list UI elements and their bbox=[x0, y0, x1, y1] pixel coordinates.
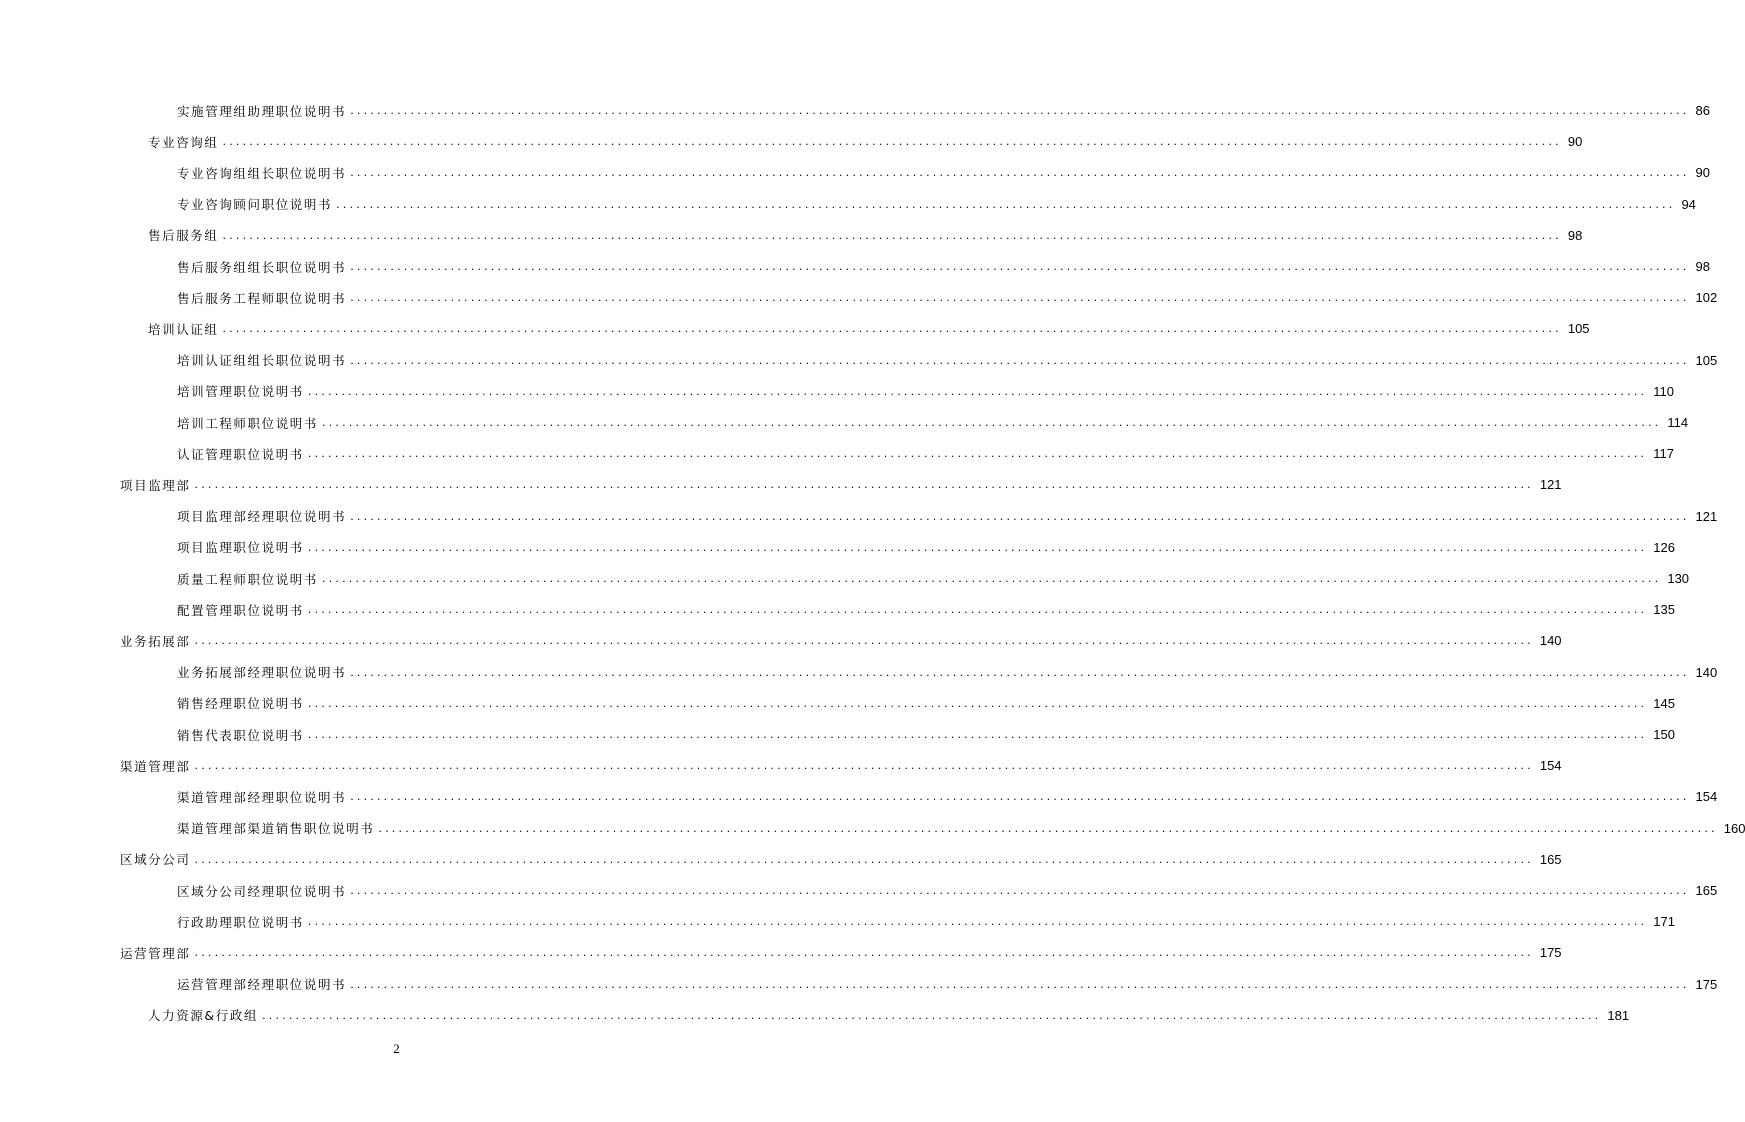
toc-entry[interactable] bbox=[120, 625, 1562, 656]
dot-leader: ........................................................................................................................................................................................................ bbox=[350, 790, 1690, 804]
toc-entry-label: 专业咨询组组长职位说明书 bbox=[177, 165, 347, 181]
toc-entry-page: 181 bbox=[1607, 1007, 1630, 1023]
toc-entry[interactable] bbox=[177, 189, 1696, 220]
toc-entry-page: 110 bbox=[1653, 383, 1674, 399]
toc-entry-page: 145 bbox=[1653, 695, 1675, 711]
toc-entry-page: 121 bbox=[1695, 508, 1718, 524]
toc-entry-page: 121 bbox=[1539, 477, 1562, 493]
dot-leader: ........................................................................................................................................................................................................ bbox=[307, 728, 1648, 741]
toc-entry-page: 165 bbox=[1695, 883, 1718, 898]
toc-entry-label: 专业咨询组 bbox=[148, 134, 219, 150]
toc-entry-page: 165 bbox=[1539, 851, 1562, 867]
dot-leader: ........................................................................................................................................................................................................ bbox=[307, 540, 1648, 554]
toc-entry-page: 86 bbox=[1695, 103, 1710, 118]
toc-entry-label: 专业咨询顾问职位说明书 bbox=[177, 197, 333, 213]
toc-entry[interactable] bbox=[120, 844, 1562, 875]
toc-entry-page: 171 bbox=[1653, 914, 1675, 930]
toc-entry[interactable] bbox=[177, 376, 1674, 407]
dot-leader: ........................................................................................................................................................................................................ bbox=[194, 759, 1534, 773]
dot-leader: ........................................................................................................................................................................................................ bbox=[307, 915, 1648, 929]
toc-entry-page: 130 bbox=[1667, 571, 1690, 586]
toc-entry-label: 认证管理职位说明书 bbox=[177, 446, 304, 462]
page-number: 2 bbox=[393, 1041, 400, 1056]
toc-entry-label: 培训认证组组长职位说明书 bbox=[177, 353, 347, 369]
toc-entry[interactable] bbox=[148, 313, 1590, 344]
toc-entry-label: 区域分公司 bbox=[120, 852, 191, 868]
toc-entry[interactable] bbox=[177, 594, 1675, 625]
toc-entry[interactable] bbox=[177, 688, 1675, 719]
toc-entry-label: 培训工程师职位说明书 bbox=[177, 415, 319, 431]
toc-entry-label: 行政助理职位说明书 bbox=[177, 914, 304, 930]
dot-leader: ........................................................................................................................................................................................................ bbox=[350, 260, 1690, 273]
dot-leader: ........................................................................................................................................................................................................ bbox=[307, 447, 1648, 461]
toc-entry-label: 售后服务工程师职位说明书 bbox=[177, 290, 347, 306]
dot-leader: ........................................................................................................................................................................................................ bbox=[350, 353, 1690, 367]
toc-entry[interactable] bbox=[177, 532, 1675, 563]
toc-entry[interactable] bbox=[148, 126, 1583, 157]
toc-entry-page: 90 bbox=[1567, 134, 1583, 150]
toc-entry[interactable] bbox=[148, 1000, 1630, 1031]
dot-leader: ........................................................................................................................................................................................................ bbox=[307, 603, 1648, 617]
toc-entry-page: 160 bbox=[1723, 820, 1745, 836]
toc-entry-label: 业务拓展部经理职位说明书 bbox=[177, 665, 347, 681]
toc-entry-page: 98 bbox=[1695, 259, 1710, 274]
dot-leader: ........................................................................................................................................................................................................ bbox=[350, 884, 1690, 897]
toc-entry[interactable] bbox=[177, 345, 1718, 376]
toc-entry[interactable] bbox=[120, 937, 1562, 968]
toc-entry-label: 业务拓展部 bbox=[120, 633, 191, 649]
toc-entry-label: 培训管理职位说明书 bbox=[177, 384, 304, 400]
dot-leader: ........................................................................................................................................................................................................ bbox=[262, 1008, 1602, 1022]
toc-entry-label: 项目监理部 bbox=[120, 477, 191, 493]
toc-entry-page: 175 bbox=[1695, 976, 1718, 992]
toc-entry[interactable] bbox=[177, 501, 1718, 532]
toc-entry[interactable] bbox=[177, 813, 1745, 844]
toc-entry-page: 98 bbox=[1567, 227, 1583, 243]
dot-leader: ........................................................................................................................................................................................................ bbox=[336, 197, 1676, 211]
toc-entry[interactable] bbox=[148, 220, 1583, 251]
dot-leader: ........................................................................................................................................................................................................ bbox=[194, 634, 1534, 648]
dot-leader: ........................................................................................................................................................................................................ bbox=[307, 384, 1648, 398]
toc-entry[interactable] bbox=[177, 157, 1710, 188]
dot-leader: ........................................................................................................................................................................................................ bbox=[378, 821, 1718, 835]
dot-leader: ........................................................................................................................................................................................................ bbox=[322, 416, 1662, 429]
toc-entry-label: 实施管理组助理职位说明书 bbox=[177, 103, 347, 119]
toc-entry-label: 项目监理职位说明书 bbox=[177, 540, 304, 556]
toc-entry-page: 126 bbox=[1653, 539, 1675, 555]
toc-entry-page: 135 bbox=[1653, 602, 1675, 618]
dot-leader: ........................................................................................................................................................................................................ bbox=[350, 291, 1690, 305]
toc-entry-label: 售后服务组组长职位说明书 bbox=[177, 259, 347, 275]
toc-entry-label: 区域分公司经理职位说明书 bbox=[177, 883, 347, 899]
toc-entry[interactable] bbox=[177, 563, 1690, 594]
toc-entry-page: 102 bbox=[1695, 290, 1718, 306]
toc-entry-label: 运营管理部经理职位说明书 bbox=[177, 977, 347, 993]
toc-entry-page: 154 bbox=[1695, 789, 1718, 805]
dot-leader: ........................................................................................................................................................................................................ bbox=[350, 665, 1690, 679]
toc-entry-page: 140 bbox=[1695, 664, 1718, 680]
dot-leader: ........................................................................................................................................................................................................ bbox=[350, 509, 1690, 523]
toc-entry-page: 105 bbox=[1567, 321, 1590, 337]
dot-leader: ........................................................................................................................................................................................................ bbox=[322, 572, 1662, 585]
toc-entry[interactable] bbox=[177, 657, 1718, 688]
toc-entry-page: 140 bbox=[1539, 633, 1562, 649]
toc-entry[interactable] bbox=[177, 875, 1718, 906]
toc-entry[interactable] bbox=[177, 438, 1674, 469]
dot-leader: ........................................................................................................................................................................................................ bbox=[307, 696, 1648, 710]
toc-entry-label: 销售代表职位说明书 bbox=[177, 727, 304, 743]
toc-entry-label: 渠道管理部 bbox=[120, 758, 191, 774]
toc-entry[interactable] bbox=[120, 469, 1562, 500]
dot-leader: ........................................................................................................................................................................................................ bbox=[222, 228, 1562, 242]
toc-entry-page: 117 bbox=[1653, 446, 1674, 462]
toc-entry-label: 项目监理部经理职位说明书 bbox=[177, 509, 347, 525]
toc-entry-page: 94 bbox=[1681, 196, 1696, 212]
toc-entry-label: 渠道管理部经理职位说明书 bbox=[177, 789, 347, 805]
toc-entry[interactable] bbox=[177, 282, 1718, 313]
toc-entry-page: 114 bbox=[1667, 415, 1689, 430]
dot-leader: ........................................................................................................................................................................................................ bbox=[222, 135, 1562, 149]
toc-entry-page: 175 bbox=[1539, 945, 1562, 961]
dot-leader: ........................................................................................................................................................................................................ bbox=[350, 104, 1690, 117]
toc-entry-label: 销售经理职位说明书 bbox=[177, 696, 304, 712]
toc-entry-label: 运营管理部 bbox=[120, 945, 191, 961]
dot-leader: ........................................................................................................................................................................................................ bbox=[350, 166, 1690, 180]
toc-entry-label: 售后服务组 bbox=[148, 228, 219, 244]
dot-leader: ........................................................................................................................................................................................................ bbox=[350, 977, 1690, 991]
toc-entry-page: 150 bbox=[1653, 727, 1675, 742]
toc-entry[interactable] bbox=[177, 719, 1675, 750]
toc-entry-page: 154 bbox=[1539, 758, 1562, 774]
dot-leader: ........................................................................................................................................................................................................ bbox=[194, 478, 1534, 492]
toc-entry-label: 培训认证组 bbox=[148, 321, 219, 337]
toc-entry[interactable] bbox=[120, 750, 1562, 781]
toc-entry-label: 质量工程师职位说明书 bbox=[177, 571, 319, 587]
dot-leader: ........................................................................................................................................................................................................ bbox=[194, 852, 1534, 866]
dot-leader: ........................................................................................................................................................................................................ bbox=[194, 946, 1534, 960]
toc-entry-label: 配置管理职位说明书 bbox=[177, 602, 304, 618]
dot-leader: ........................................................................................................................................................................................................ bbox=[222, 322, 1562, 336]
toc-entry-page: 105 bbox=[1695, 352, 1718, 368]
toc-entry[interactable] bbox=[177, 969, 1718, 1000]
toc-entry[interactable] bbox=[177, 781, 1718, 812]
toc-entry[interactable] bbox=[177, 95, 1710, 126]
toc-entry[interactable] bbox=[177, 251, 1710, 282]
toc-entry[interactable] bbox=[177, 407, 1689, 438]
toc-entry[interactable] bbox=[177, 906, 1675, 937]
toc-entry-label: 人力资源&行政组 bbox=[148, 1008, 259, 1024]
toc-entry-page: 90 bbox=[1695, 165, 1710, 181]
toc-entry-label: 渠道管理部渠道销售职位说明书 bbox=[177, 821, 375, 837]
